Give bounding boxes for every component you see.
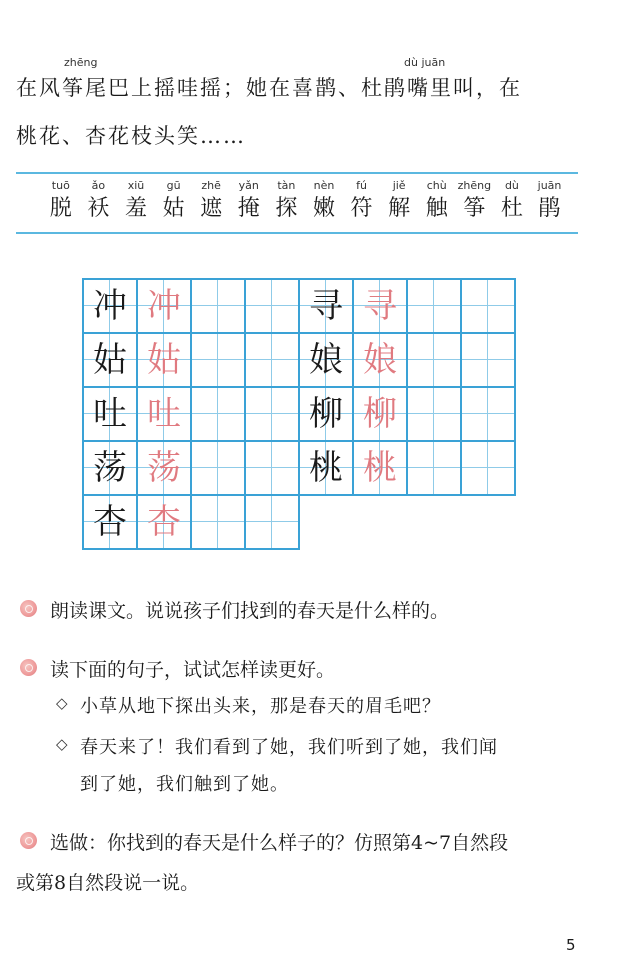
model-character: 吐 xyxy=(93,394,127,434)
pinyin-dujuan: dù juān xyxy=(404,56,446,69)
trace-character: 杏 xyxy=(147,502,181,542)
question-3-line-2: 或第8自然段说一说。 xyxy=(16,872,200,894)
model-character: 桃 xyxy=(309,448,343,488)
model-character: 姑 xyxy=(93,340,127,380)
vocab-word xyxy=(230,178,268,224)
vocab-word xyxy=(42,178,80,224)
question-2-item-b-line-2: 到了她，我们触到了她。 xyxy=(80,774,289,795)
practice-cell xyxy=(192,280,246,334)
grid-row xyxy=(84,280,300,334)
trace-character: 桃 xyxy=(363,448,397,488)
vocab-word xyxy=(155,178,193,224)
practice-cell xyxy=(462,442,516,496)
practice-cell xyxy=(408,280,462,334)
model-character-cell xyxy=(300,280,354,334)
practice-cell xyxy=(192,388,246,442)
practice-cell xyxy=(408,442,462,496)
trace-character-cell xyxy=(138,334,192,388)
question-3-bullet-icon xyxy=(20,832,37,849)
practice-cell xyxy=(462,388,516,442)
page-number: 5 xyxy=(566,936,576,954)
model-character: 杏 xyxy=(93,502,127,542)
vocab-hanzi: 脱 xyxy=(49,196,72,221)
trace-character: 姑 xyxy=(147,340,181,380)
vocab-pinyin: yǎn xyxy=(238,179,259,192)
vocab-hanzi: 筝 xyxy=(463,196,486,221)
vocab-word xyxy=(380,178,418,224)
model-character: 荡 xyxy=(93,448,127,488)
trace-character: 吐 xyxy=(147,394,181,434)
grid-row xyxy=(300,334,516,388)
vocab-pinyin: tuō xyxy=(51,179,70,192)
writing-grid-left xyxy=(82,278,300,550)
trace-character: 荡 xyxy=(147,448,181,488)
practice-cell xyxy=(462,280,516,334)
diamond-icon: ◇ xyxy=(56,694,68,712)
question-2-bullet-icon xyxy=(20,659,37,676)
vocab-hanzi: 袄 xyxy=(87,196,110,221)
vocab-pinyin: zhē xyxy=(201,179,221,192)
model-character: 柳 xyxy=(309,394,343,434)
trace-character-cell xyxy=(138,442,192,496)
trace-character-cell xyxy=(354,442,408,496)
model-character: 娘 xyxy=(309,340,343,380)
trace-character-cell xyxy=(354,388,408,442)
vocab-word xyxy=(192,178,230,224)
vocab-pinyin: dù xyxy=(504,179,519,192)
trace-character-cell xyxy=(354,280,408,334)
vocab-word xyxy=(456,178,494,224)
vocab-word xyxy=(418,178,456,224)
model-character-cell xyxy=(300,442,354,496)
vocab-pinyin: juān xyxy=(537,179,562,192)
vocab-hanzi: 遮 xyxy=(200,196,223,221)
grid-row xyxy=(84,388,300,442)
grid-row xyxy=(84,496,300,550)
vocab-word xyxy=(531,178,569,224)
grid-row xyxy=(300,280,516,334)
question-3-line-1: 选做：你找到的春天是什么样子的？仿照第4~7自然段 xyxy=(50,832,509,854)
practice-cell xyxy=(246,388,300,442)
vocab-hanzi: 解 xyxy=(388,196,411,221)
trace-character-cell xyxy=(138,280,192,334)
practice-cell xyxy=(408,334,462,388)
vocab-hanzi: 羞 xyxy=(124,196,147,221)
practice-cell xyxy=(246,496,300,550)
passage-line-2: 桃花、杏花枝头笑…… xyxy=(16,124,246,148)
question-2: 读下面的句子，试试怎样读更好。 xyxy=(50,659,336,681)
practice-cell xyxy=(462,334,516,388)
vocab-pinyin: fú xyxy=(356,179,367,192)
question-2-item-b-line-1: 春天来了！我们看到了她，我们听到了她，我们闻 xyxy=(80,737,498,758)
practice-cell xyxy=(246,334,300,388)
trace-character-cell xyxy=(354,334,408,388)
model-character-cell xyxy=(300,334,354,388)
vocab-word xyxy=(343,178,381,224)
vocab-hanzi: 掩 xyxy=(237,196,260,221)
practice-cell xyxy=(192,442,246,496)
vocab-word xyxy=(305,178,343,224)
vocab-top-rule xyxy=(16,172,578,174)
vocab-pinyin: ǎo xyxy=(91,179,106,192)
vocab-hanzi: 符 xyxy=(350,196,373,221)
model-character: 冲 xyxy=(93,286,127,326)
vocab-hanzi: 嫩 xyxy=(312,196,335,221)
model-character-cell xyxy=(84,334,138,388)
vocab-hanzi: 触 xyxy=(425,196,448,221)
question-1-bullet-icon xyxy=(20,600,37,617)
vocab-pinyin: xiū xyxy=(127,179,145,192)
model-character: 寻 xyxy=(309,286,343,326)
practice-cell xyxy=(246,442,300,496)
model-character-cell xyxy=(300,388,354,442)
model-character-cell xyxy=(84,280,138,334)
vocabulary-row xyxy=(42,178,568,224)
vocab-pinyin: jiě xyxy=(392,179,406,192)
trace-character: 柳 xyxy=(363,394,397,434)
vocab-word xyxy=(80,178,118,224)
trace-character: 冲 xyxy=(147,286,181,326)
model-character-cell xyxy=(84,442,138,496)
vocab-hanzi: 姑 xyxy=(162,196,185,221)
pinyin-zheng: zhēng xyxy=(64,56,98,69)
model-character-cell xyxy=(84,496,138,550)
grid-row xyxy=(84,334,300,388)
practice-cell xyxy=(246,280,300,334)
vocab-pinyin: tàn xyxy=(277,179,296,192)
trace-character: 寻 xyxy=(363,286,397,326)
practice-cell xyxy=(192,496,246,550)
practice-cell xyxy=(408,388,462,442)
grid-row xyxy=(300,442,516,496)
practice-cell xyxy=(192,334,246,388)
vocab-word xyxy=(117,178,155,224)
question-2-item-a: 小草从地下探出头来，那是春天的眉毛吧？ xyxy=(80,696,441,717)
vocab-word xyxy=(268,178,306,224)
model-character-cell xyxy=(84,388,138,442)
grid-row xyxy=(300,388,516,442)
diamond-icon: ◇ xyxy=(56,735,68,753)
vocab-word xyxy=(493,178,531,224)
vocab-pinyin: chù xyxy=(426,179,447,192)
grid-row xyxy=(84,442,300,496)
vocab-bottom-rule xyxy=(16,232,578,234)
writing-grid-right xyxy=(298,278,516,496)
vocab-pinyin: gū xyxy=(166,179,181,192)
vocab-pinyin: zhēng xyxy=(457,179,492,192)
question-1: 朗读课文。说说孩子们找到的春天是什么样的。 xyxy=(50,600,450,622)
trace-character: 娘 xyxy=(363,340,397,380)
passage-line-1: 在风筝尾巴上摇哇摇；她在喜鹊、杜鹃嘴里叫，在 xyxy=(16,76,522,100)
vocab-hanzi: 杜 xyxy=(500,196,523,221)
vocab-hanzi: 鹃 xyxy=(538,196,561,221)
vocab-pinyin: nèn xyxy=(313,179,335,192)
vocab-hanzi: 探 xyxy=(275,196,298,221)
trace-character-cell xyxy=(138,388,192,442)
trace-character-cell xyxy=(138,496,192,550)
